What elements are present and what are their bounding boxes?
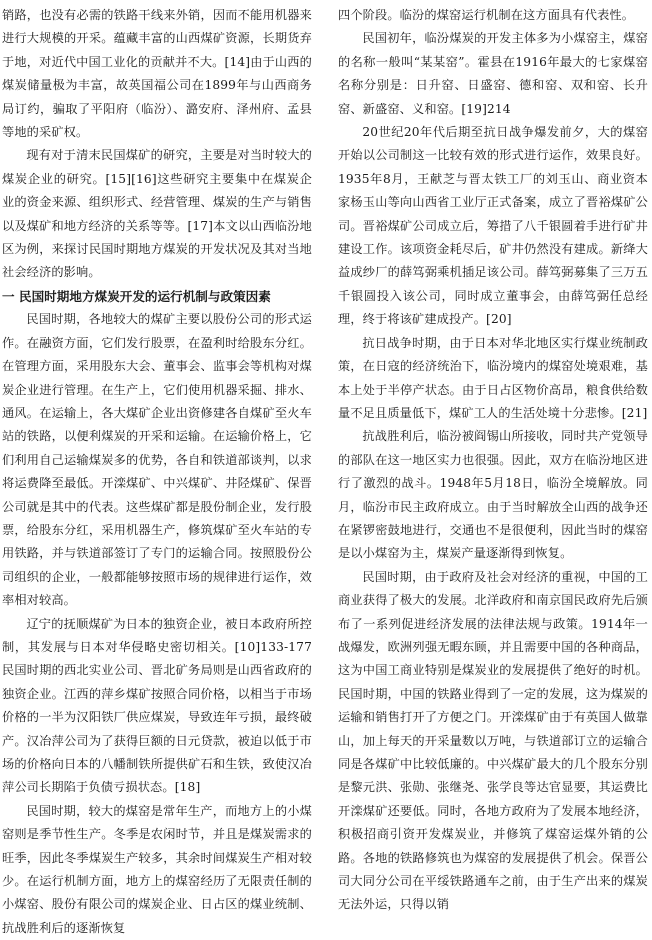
right-column [338,4,648,917]
paragraph: 抗日战争时期，由于日本对华北地区实行煤业统制政策，在日寇的经济统治下，临汾境内的煤窑处境艰难，基本上处于半停产状态。由于日占区物价高昂，粮食供给数量不足且质量低下，煤矿工人的生活处境十分悲惨。[21] [338,335,648,420]
paragraph: 民国时期，较大的煤窑是常年生产，而地方上的小煤窑则是季节性生产。冬季是农闲时节，并且是煤炭需求的旺季，因此冬季煤炭生产较多，其余时间煤炭生产相对较少。在运行机制方面，地方上的煤窑经历了无限责任制的小煤窑、股份有限公司的煤炭企业、日占区的煤业统制、抗战胜利后的逐渐恢复 [2,803,312,935]
section-heading: 一 民国时期地方煤炭开发的运行机制与政策因素 [2,288,271,304]
paragraph: 民国初年，临汾煤炭的开发主体多为小煤窑主，煤窑的名称一般叫“某某窑”。霍县在1916年最大的七家煤窑名称分别是：日升窑、日盛窑、德和窑、双和窑、长升窑、新盛窑、义和窑。[19]214 [338,31,648,116]
paragraph: 民国时期，由于政府及社会对经济的重视，中国的工商业获得了极大的发展。北洋政府和南京国民政府先后颁布了一系列促进经济发展的法律法规与政策。1914年一战爆发，欧洲列强无暇东顾，并且需要中国的各种商品，这为中国工商业特别是煤炭业的发展提供了绝好的时机。民国时期，中国的铁路业得到了一定的发展，这为煤炭的运输和销售打开了方便之门。开滦煤矿由于有英国人做靠山，加上每天的开采量数以万吨，与铁道部订立的运输合同是各煤矿中比较低廉的。中兴煤矿最大的几个股东分别是黎元洪、张勋、张继尧、张学良等达官显要，其运费比开滦煤矿还要低。同时，各地方政府为了发展本地经济，积极招商引资开发煤炭业，并修筑了煤窑运煤外销的公路。各地的铁路修筑也为煤窑的发展提供了机会。保晋公司大同分公司在平绥铁路通车之前，由于生产出来的煤炭无法外运，只得以销 [338,569,648,912]
paragraph: 民国时期，各地较大的煤矿主要以股份公司的形式运作。在融资方面，它们发行股票，在盈利时给股东分红。在管理方面，采用股东大会、董事会、监事会等机构对煤炭企业进行管理。在生产上，它们使用机器采掘、排水、通风。在运输上，各大煤矿企业出资修建各自煤矿至火车站的铁路，以便利煤炭的开采和运输。在运输价格上，它们利用自己运输煤炭多的优势，各自和铁道部谈判，以求将运费降至最低。开滦煤矿、中兴煤矿、井陉煤矿、保晋公司就是其中的代表。这些煤矿都是股份制企业，发行股票，给股东分红，采用机器生产，修筑煤矿至火车站的专用铁路，并与铁道部签订了专门的运输合同。按照股份公司组织的企业，一般都能够按照市场的规律进行运作，效率相对较高。 [2,312,312,608]
paragraph: 现有对于清末民国煤矿的研究，主要是对当时较大的煤炭企业的研究。[15][16]这些研究主要集中在煤炭企业的资金来源、组织形式、经营管理、煤炭的生产与销售以及煤矿和地方经济的关系等等。[17]本文以山西临汾地区为例，来探讨民国时期地方煤炭的开发状况及其对当地社会经济的影响。 [2,148,312,280]
paragraph: 20世纪20年代后期至抗日战争爆发前夕，大的煤窑开始以公司制这一比较有效的形式进行运作，效果良好。1935年8月，王献芝与晋太铁工厂的刘玉山、商业资本家杨玉山等向山西省工业厅正式备案，成立了晋裕煤矿公司。晋裕煤矿公司成立后，筹措了八千银圆着手进行矿井建设工作。该项资金耗尽后，矿井仍然没有建成。新绛大益成纱厂的薛笃弼乘机插足该公司。薛笃弼募集了三万五千银圆投入该公司，同时成立董事会，由薛笃弼任总经理，终于将该矿建成投产。[20] [338,125,648,327]
paragraph: 四个阶段。临汾的煤窑运行机制在这方面具有代表性。 [338,8,635,22]
paragraph: 抗战胜利后，临汾被阎锡山所接收，同时共产党领导的部队在这一地区实力也很强。因此，双方在临汾地区进行了激烈的战斗。1948年5月18日，临汾全境解放。同月，临汾市民主政府成立。由于当时解放全山西的战争还在紧锣密鼓地进行，交通也不是很便利，因此当时的煤窑是以小煤窑为主，煤炭产量逐渐得到恢复。 [338,429,648,561]
paragraph: 辽宁的抚顺煤矿为日本的独资企业，被日本政府所控制，其发展与日本对华侵略史密切相关。[10]133-177民国时期的西北实业公司、晋北矿务局则是山西省政府的独资企业。江西的萍乡煤矿按照合同价格，以相当于市场价格的一半为汉阳铁厂供应煤炭，导致连年亏损，最终破产。汉冶萍公司为了获得巨额的日元贷款，被迫以低于市场的价格向日本的八幡制铁所提供矿石和生铁，致使汉冶萍公司长期陷于负债亏损状态。[18] [2,616,312,795]
left-column [2,4,312,940]
paragraph: 销路，也没有必需的铁路干线来外销，因而不能用机器来进行大规模的开采。蕴藏丰富的山西煤矿资源，长期货弃于地，对近代中国工业化的贡献并不大。[14]由于山西的煤炭储量极为丰富，故英国福公司在1899年与山西商务局订约，骗取了平阳府（临汾）、潞安府、泽州府、孟县等地的采矿权。 [2,8,312,140]
